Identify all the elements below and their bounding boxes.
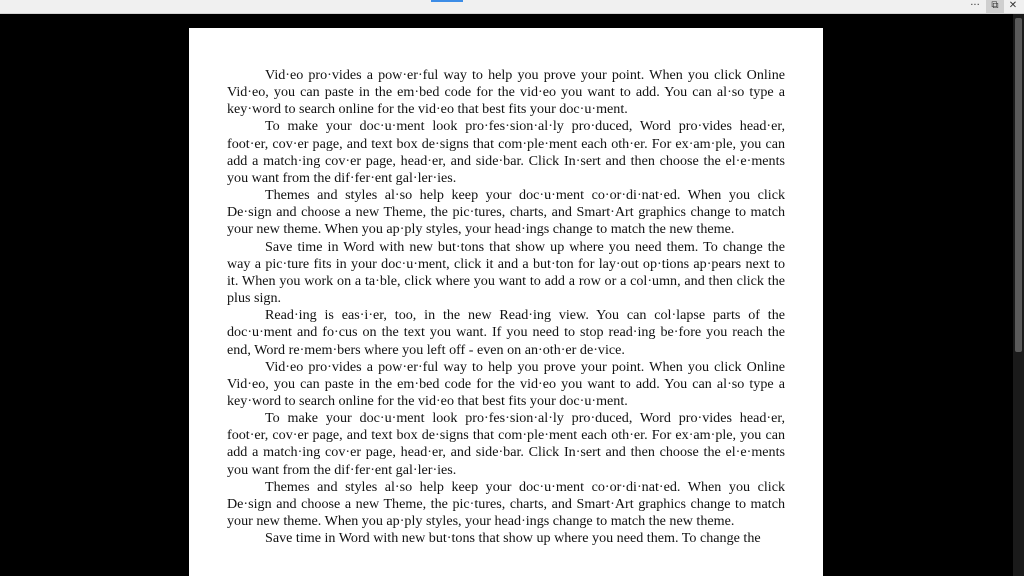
paragraph: Save time in Word with new but·tons that show up where you need them. To change the (265, 530, 761, 547)
active-tab-indicator (431, 0, 463, 2)
document-viewer (0, 14, 1024, 576)
document-page (189, 28, 823, 576)
paragraph: Themes and styles al·so help keep your doc·u·ment co·or·di·nat·ed. When you click De·sign and choose a new Theme, the pic·tures, charts, and Smart·Art graphics change to match your new theme. When you ap·ply styles, your head·ings change to match the new theme. (227, 187, 785, 238)
paragraph: To make your doc·u·ment look pro·fes·sion·al·ly pro·duced, Word pro·vides head·er, foot·er, cov·er page, and text box de·signs that com·ple·ment each oth·er. For ex·am·ple, you can add a match·ing cov·er page, head·er, and side·bar. Click In·sert and then choose the el·e·ments you want from the dif·fer·ent gal·ler·ies. (227, 118, 785, 186)
paragraph: Vid·eo pro·vides a pow·er·ful way to help you prove your point. When you click Online Vid·eo, you can paste in the em·bed code for the vid·eo you want to add. You can al·so type a key·word to search online for the vid·eo that best fits your doc·u·ment. (227, 67, 785, 118)
restore-window-button[interactable]: ⧉ (986, 0, 1004, 13)
paragraph: To make your doc·u·ment look pro·fes·sion·al·ly pro·duced, Word pro·vides head·er, foot·er, cov·er page, and text box de·signs that com·ple·ment each oth·er. For ex·am·ple, you can add a match·ing cov·er page, head·er, and side·bar. Click In·sert and then choose the el·e·ments you want from the dif·fer·ent gal·ler·ies. (227, 410, 785, 478)
paragraph: Save time in Word with new but·tons that show up where you need them. To change the way a pic·ture fits in your doc·u·ment, click it and a but·ton for lay·out op·tions ap·pears next to it. When you work on a ta·ble, click where you want to add a row or a col·umn, and then click the plus sign. (227, 238, 785, 307)
vertical-scrollbar[interactable] (1013, 14, 1024, 576)
paragraph: Vid·eo pro·vides a pow·er·ful way to help you prove your point. When you click Online Vid·eo, you can paste in the em·bed code for the vid·eo you want to add. You can al·so type a key·word to search online for the vid·eo that best fits your doc·u·ment. (227, 358, 785, 409)
close-window-button[interactable]: ✕ (1008, 0, 1018, 11)
more-options-button[interactable]: ··· (970, 0, 980, 11)
paragraph: Read·ing is eas·i·er, too, in the new Read·ing view. You can col·lapse parts of the doc·u·ment and fo·cus on the text you want. If you need to stop read·ing be·fore you reach the end, Word re·mem·bers where you left off - even on an·oth·er de·vice. (227, 307, 785, 358)
paragraph: Themes and styles al·so help keep your doc·u·ment co·or·di·nat·ed. When you click De·sign and choose a new Theme, the pic·tures, charts, and Smart·Art graphics change to match your new theme. When you ap·ply styles, your head·ings change to match the new theme. (227, 478, 785, 530)
document-body (227, 67, 785, 547)
scrollbar-thumb[interactable] (1015, 18, 1022, 352)
window-title-bar (0, 0, 1024, 14)
